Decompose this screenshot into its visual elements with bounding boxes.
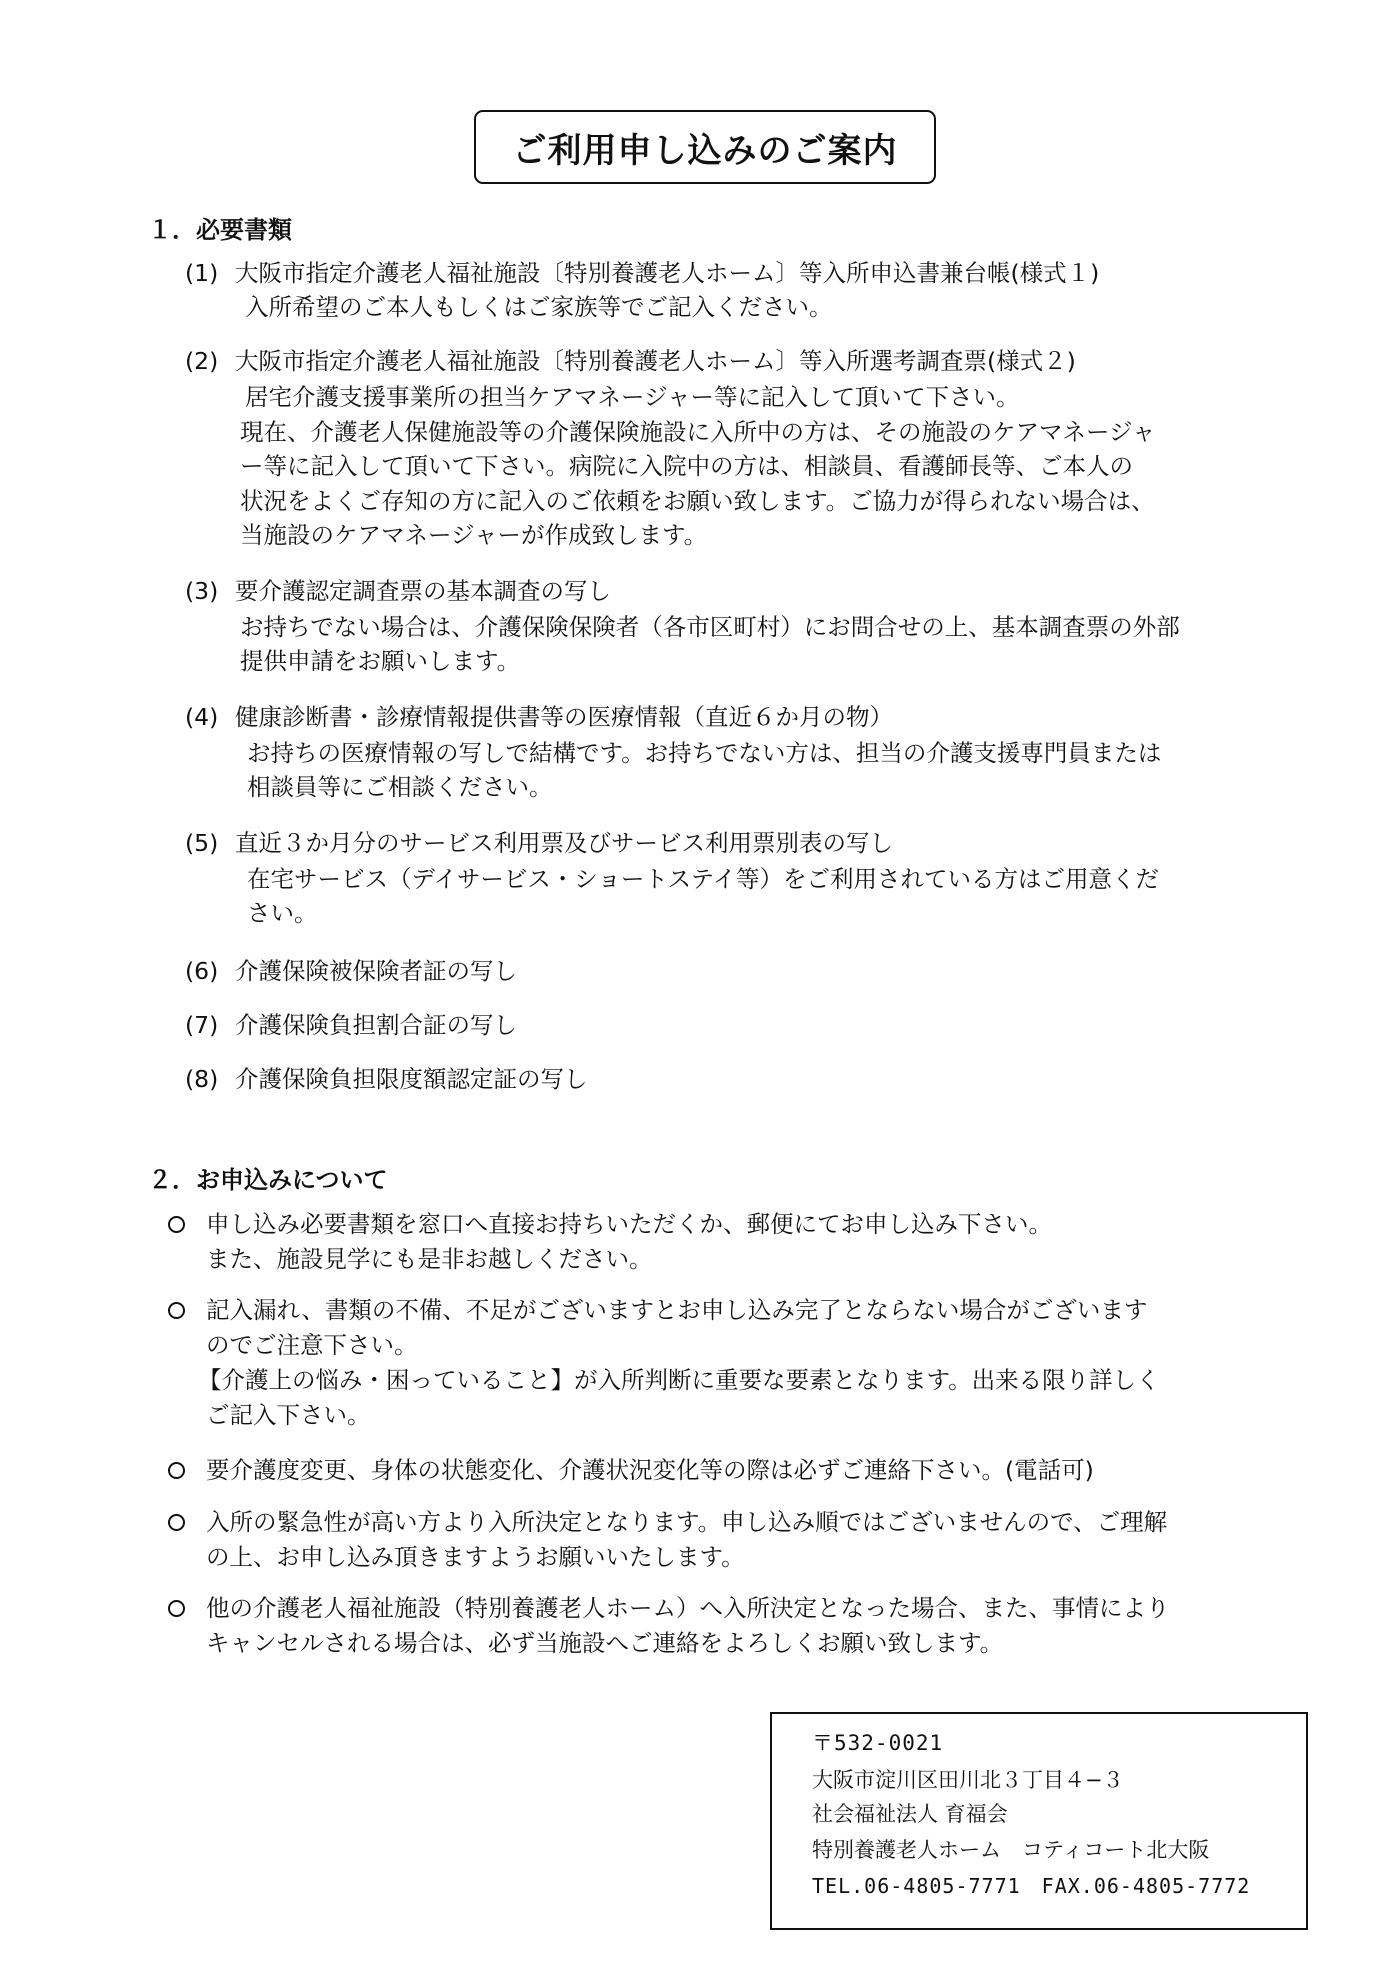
item-5-heading: 直近３か月分のサービス利用票及びサービス利用票別表の写し xyxy=(235,829,893,857)
circle-bullet-icon xyxy=(168,1462,185,1479)
item-7-heading: 介護保険負担割合証の写し xyxy=(235,1011,517,1039)
item-2-line: 状況をよくご存知の方に記入のご依頼をお願い致します。ご協力が得られない場合は、 xyxy=(240,487,1155,515)
contact-corporation: 社会福祉法人 育福会 xyxy=(812,1802,1008,1826)
item-8-heading: 介護保険負担限度額認定証の写し xyxy=(235,1065,588,1093)
bullet-line: 申し込み必要書類を窓口へ直接お持ちいただくか、郵便にてお申し込み下さい。 xyxy=(206,1210,1052,1238)
circle-bullet-icon xyxy=(168,1514,185,1531)
item-6-heading: 介護保険被保険者証の写し xyxy=(235,957,517,985)
item-2-line: ー等に記入して頂いて下さい。病院に入院中の方は、相談員、看護師長等、ご本人の xyxy=(240,452,1133,480)
item-4-line: お持ちの医療情報の写しで結構です。お持ちでない方は、担当の介護支援専門員または xyxy=(247,739,1162,767)
bullet-line: のでご注意下さい。 xyxy=(206,1331,418,1359)
item-2-heading: 大阪市指定介護老人福祉施設〔特別養護老人ホーム〕等入所選考調査票(様式２) xyxy=(235,347,1076,375)
bullet-line: の上、お申し込み頂きますようお願いいたします。 xyxy=(206,1543,745,1571)
bullet-line: また、施設見学にも是非お越しください。 xyxy=(206,1245,653,1273)
contact-phone-fax: TEL.06-4805-7771 FAX.06-4805-7772 xyxy=(812,1874,1251,1898)
item-5-number: (5) xyxy=(185,829,219,857)
item-3-heading: 要介護認定調査票の基本調査の写し xyxy=(235,577,611,605)
item-8-number: (8) xyxy=(185,1065,219,1093)
circle-bullet-icon xyxy=(168,1302,185,1319)
item-2-line: 当施設のケアマネージャーが作成致します。 xyxy=(240,521,708,549)
circle-bullet-icon xyxy=(168,1216,185,1233)
item-3-line: 提供申請をお願いします。 xyxy=(240,647,521,675)
circle-bullet-icon xyxy=(168,1600,185,1617)
item-7-number: (7) xyxy=(185,1011,219,1039)
item-3-line: お持ちでない場合は、介護保険保険者（各市区町村）にお問合せの上、基本調査票の外部 xyxy=(240,613,1180,641)
contact-address: 大阪市淀川区田川北３丁目４−３ xyxy=(812,1768,1124,1792)
bullet-line: 入所の緊急性が高い方より入所決定となります。申し込み順ではございませんので、ご理解 xyxy=(206,1508,1168,1536)
item-3-number: (3) xyxy=(185,577,219,605)
bullet-line: ご記入下さい。 xyxy=(206,1401,371,1429)
item-1-line: 入所希望のご本人もしくはご家族等でご記入ください。 xyxy=(245,293,833,321)
bullet-line: キャンセルされる場合は、必ず当施設へご連絡をよろしくお願い致します。 xyxy=(206,1629,1004,1657)
item-2-line: 現在、介護老人保健施設等の介護保険施設に入所中の方は、その施設のケアマネージャ xyxy=(240,418,1156,446)
contact-facility: 特別養護老人ホーム コティコート北大阪 xyxy=(812,1838,1210,1862)
item-1-number: (1) xyxy=(185,259,219,287)
bullet-line: 【介護上の悩み・困っていること】が入所判断に重要な要素となります。出来る限り詳しく xyxy=(198,1366,1160,1394)
page-title: ご利用申し込みのご案内 xyxy=(474,110,936,184)
contact-postal-code: 〒532-0021 xyxy=(812,1731,944,1755)
item-5-line: さい。 xyxy=(247,899,318,927)
section2-heading: ２．お申込みについて xyxy=(148,1166,388,1194)
item-4-heading: 健康診断書・診療情報提供書等の医療情報（直近６か月の物） xyxy=(235,703,893,731)
bullet-line: 要介護度変更、身体の状態変化、介護状況変化等の際は必ずご連絡下さい。(電話可) xyxy=(206,1456,1094,1484)
item-1-heading: 大阪市指定介護老人福祉施設〔特別養護老人ホーム〕等入所申込書兼台帳(様式１) xyxy=(235,259,1100,287)
item-5-line: 在宅サービス（デイサービス・ショートステイ等）をご利用されている方はご用意くだ xyxy=(247,865,1160,893)
item-6-number: (6) xyxy=(185,957,219,985)
item-4-number: (4) xyxy=(185,703,219,731)
section1-heading: １．必要書類 xyxy=(148,216,292,244)
item-2-line: 居宅介護支援事業所の担当ケアマネージャー等に記入して頂いて下さい。 xyxy=(245,383,1020,411)
item-2-number: (2) xyxy=(185,347,219,375)
bullet-line: 記入漏れ、書類の不備、不足がございますとお申し込み完了とならない場合がございます xyxy=(206,1296,1148,1324)
bullet-line: 他の介護老人福祉施設（特別養護老人ホーム）へ入所決定となった場合、また、事情により xyxy=(206,1594,1170,1622)
item-4-line: 相談員等にご相談ください。 xyxy=(247,773,553,801)
